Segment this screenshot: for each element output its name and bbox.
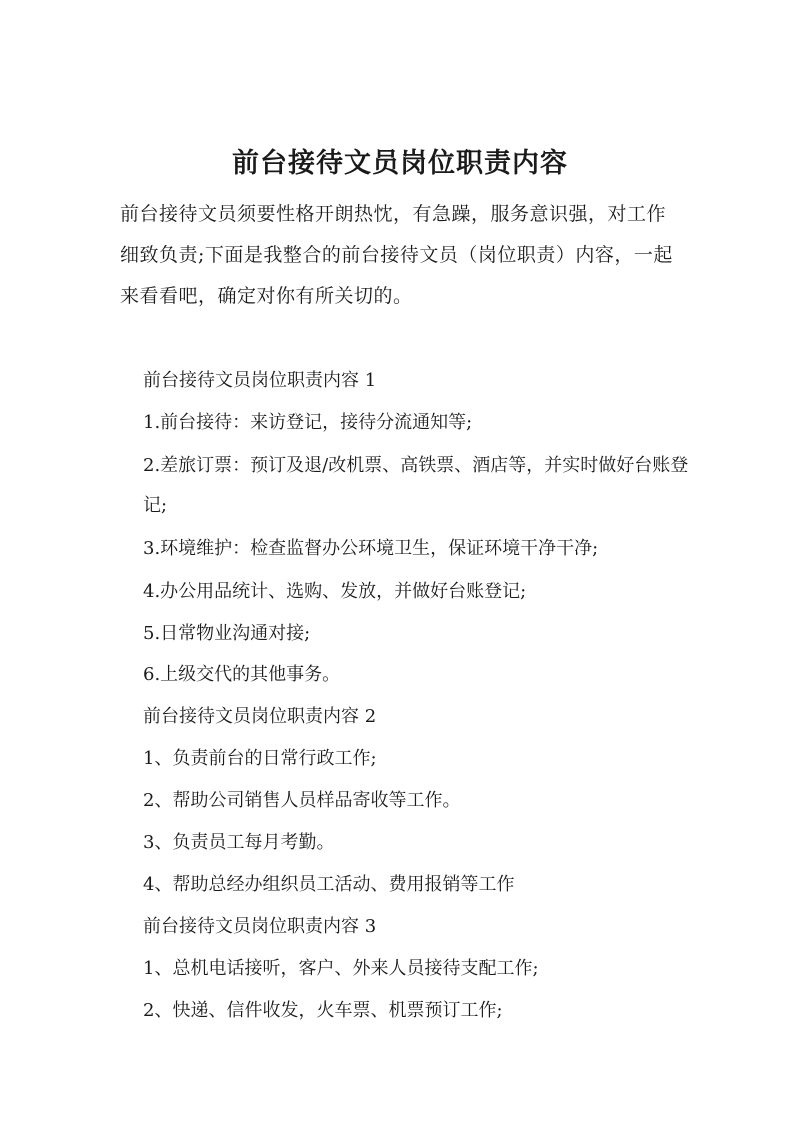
list-item: 6.上级交代的其他事务。	[143, 664, 341, 685]
list-item: 1、总机电话接听，客户、外来人员接待支配工作;	[143, 958, 539, 979]
list-item: 3.环境维护：检查监督办公环境卫生，保证环境干净干净;	[143, 538, 599, 559]
list-item: 4、帮助总经办组织员工活动、费用报销等工作	[143, 874, 515, 895]
section-heading: 前台接待文员岗位职责内容 3	[143, 916, 377, 937]
list-item: 2、快递、信件收发，火车票、机票预订工作;	[143, 1000, 503, 1021]
intro-paragraph: 前台接待文员须要性格开朗热忱，有急躁，服务意识强，对工作细致负责;下面是我整合的前台接待文员（岗位职责）内容，一起来看看吧，确定对你有所关切的。	[120, 203, 673, 307]
list-item: 2.差旅订票：预订及退/改机票、高铁票、酒店等，并实时做好台账登记;	[143, 455, 689, 516]
list-item: 1.前台接待：来访登记，接待分流通知等;	[143, 412, 473, 433]
section-heading: 前台接待文员岗位职责内容 1	[143, 370, 377, 391]
document-title: 前台接待文员岗位职责内容	[232, 148, 568, 180]
section-heading: 前台接待文员岗位职责内容 2	[143, 706, 377, 727]
list-item: 4.办公用品统计、选购、发放，并做好台账登记;	[143, 581, 527, 602]
list-item: 2、帮助公司销售人员样品寄收等工作。	[143, 790, 461, 811]
list-item: 3、负责员工每月考勤。	[143, 832, 335, 853]
list-item: 1、负责前台的日常行政工作;	[143, 748, 377, 769]
list-item: 5.日常物业沟通对接;	[143, 623, 311, 644]
